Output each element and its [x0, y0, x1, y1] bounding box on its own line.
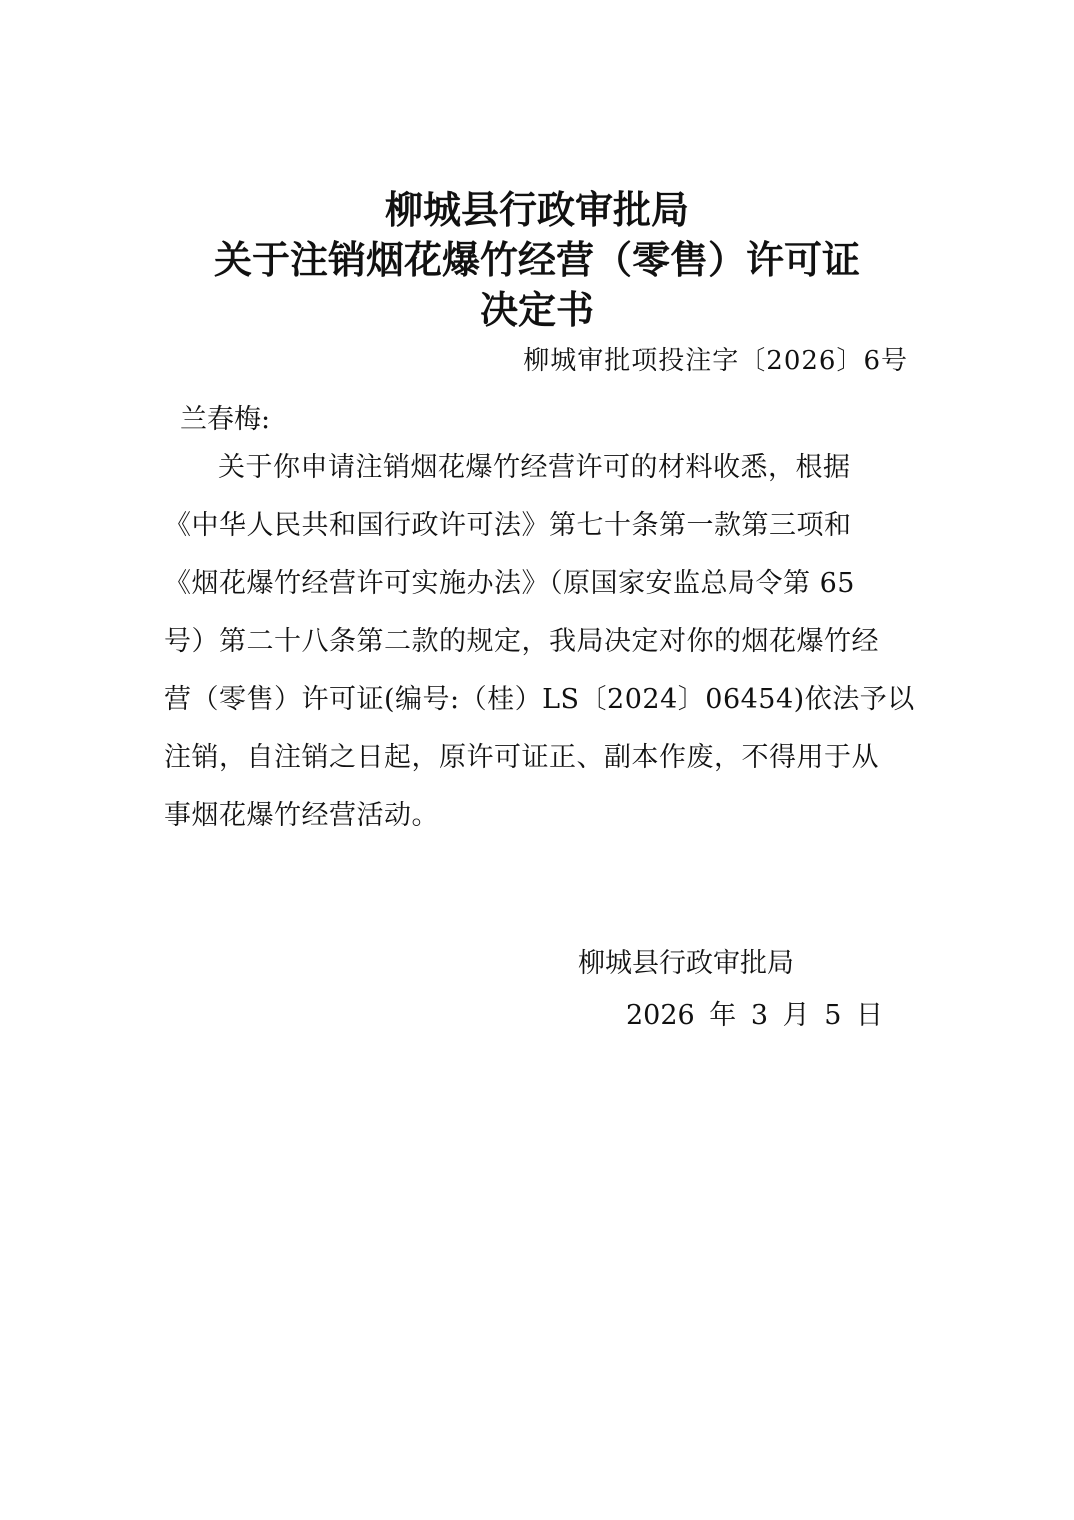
body-paragraph: [164, 448, 915, 854]
body-line: 《中华人民共和国行政许可法》第七十条第一款第三项和: [164, 510, 852, 541]
signature-date: 2026 年 3 月 5 日: [626, 1000, 883, 1031]
body-line: 营（零售）许可证(编号:（桂）LS〔2024〕06454)依法予以: [164, 684, 915, 715]
body-line: 事烟花爆竹经营活动。: [164, 800, 439, 831]
document-number: 柳城审批项投注字〔2026〕6号: [523, 346, 908, 376]
title-line-1: 柳城县行政审批局: [384, 188, 689, 232]
recipient-name: 兰春梅:: [180, 404, 271, 435]
signature-organization: 柳城县行政审批局: [578, 948, 794, 979]
title-line-3: 决定书: [479, 288, 594, 332]
body-line: 号）第二十八条第二款的规定，我局决定对你的烟花爆竹经: [164, 626, 879, 657]
title-line-2: 关于注销烟花爆竹经营（零售）许可证: [213, 238, 860, 282]
body-line: 《烟花爆竹经营许可实施办法》（原国家安监总局令第 65: [164, 568, 855, 599]
body-line: 关于你申请注销烟花爆竹经营许可的材料收悉，根据: [218, 452, 851, 483]
body-line: 注销，自注销之日起，原许可证正、副本作废，不得用于从: [164, 742, 879, 773]
